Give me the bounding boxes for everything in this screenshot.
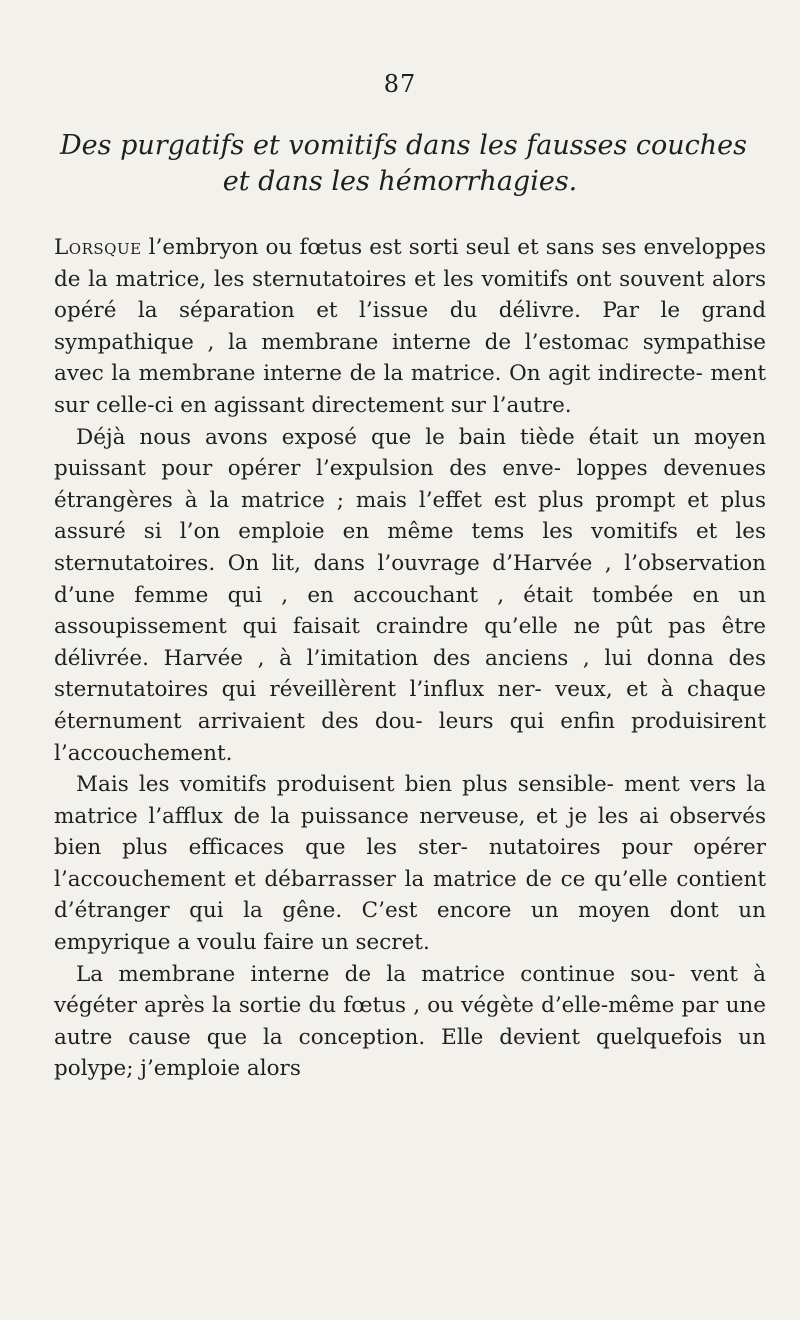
- body-text: [54, 232, 766, 1085]
- section-heading-line-2: et dans les hémorrhagies.: [222, 166, 578, 197]
- page-number: 87: [383, 70, 417, 98]
- section-heading: [60, 128, 747, 200]
- paragraph: [54, 232, 766, 422]
- paragraph-text: Déjà nous avons exposé que le bain tiède était un moyen puissant pour opérer l’expulsion des enve- loppes devenues étrangères à la matrice ; mais l’effet est plus prompt et plus assuré si l’on emploie en même tems les vomitifs et les sternutatoires. On lit, dans l’ouvrage d’Harvée , l’observation d’une femme qui , en accouchant , était tombée en un assoupissement qui faisait craindre qu’elle ne pût pas être délivrée. Harvée , à l’imitation des anciens , lui donna des sternutatoires qui réveillèrent l’influx ner- veux, et à chaque éternument arrivaient des dou- leurs qui enfin produisirent l’accouchement.: [54, 424, 766, 766]
- paragraph: [54, 769, 766, 959]
- paragraph: [54, 422, 766, 770]
- paragraph-text: l’embryon ou fœtus est sorti seul et sans ses enveloppes de la matrice, les sternutatoires et les vomitifs ont souvent alors opéré la séparation et l’issue du délivre. Par le grand sympathique , la membrane interne de l’estomac sympathise avec la membrane interne de la matrice. On agit indirecte- ment sur celle-ci en agissant directement sur l’autre.: [54, 235, 766, 418]
- paragraph: [54, 959, 766, 1085]
- paragraph-lead-word: Lorsque: [54, 235, 142, 260]
- paragraph-text: La membrane interne de la matrice continue sou- vent à végéter après la sortie du fœtus , ou végète d’elle-même par une autre cause que la conception. Elle devient quelquefois un polype; j’emploie alors: [54, 961, 766, 1082]
- section-heading-line-1: Des purgatifs et vomitifs dans les fausses couches: [60, 130, 747, 161]
- paragraph-text: Mais les vomitifs produisent bien plus sensible- ment vers la matrice l’afflux de la puissance nerveuse, et je les ai observés bien plus efficaces que les ster- nutatoires pour opérer l’accouchement et débarrasser la matrice de ce qu’elle contient d’étranger qui la gêne. C’est encore un moyen dont un empyrique a voulu faire un secret.: [54, 772, 766, 956]
